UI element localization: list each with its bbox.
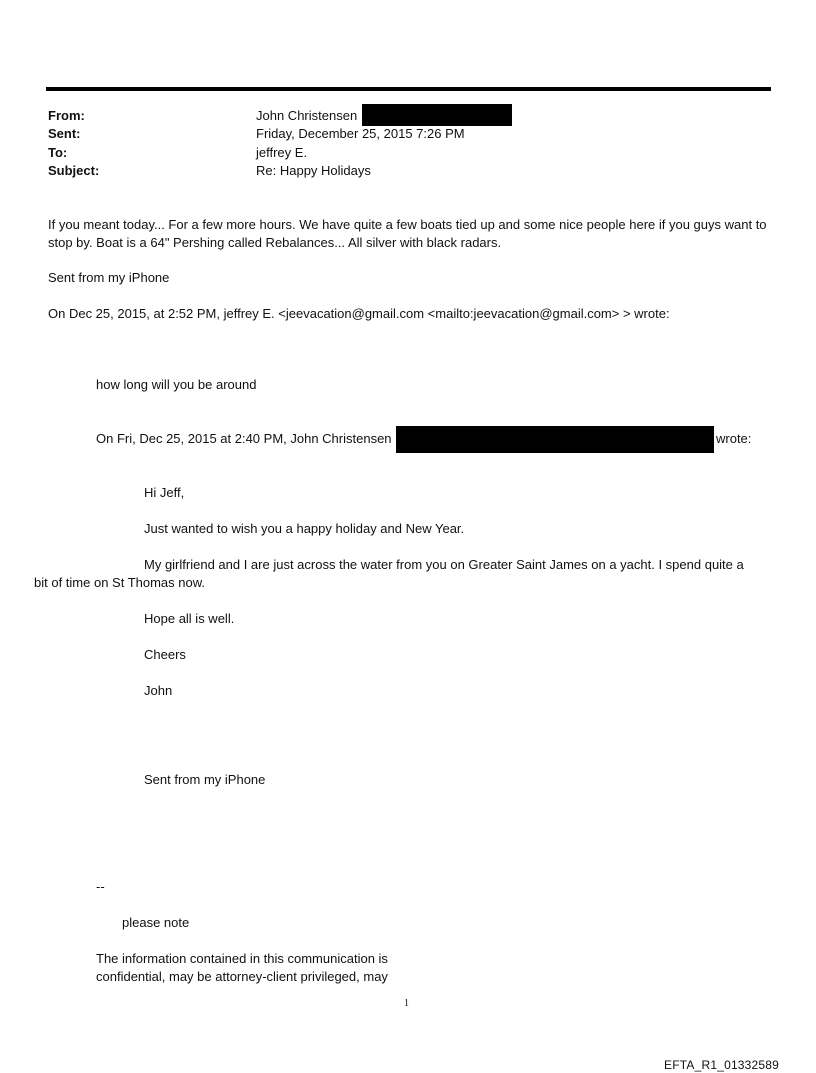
greeting: Hi Jeff, [144, 485, 185, 500]
subject-label: Subject: [48, 163, 100, 178]
quote-header-2-suffix: wrote: [716, 431, 752, 446]
signature: Sent from my iPhone [48, 270, 170, 285]
quote-header-1: On Dec 25, 2015, at 2:52 PM, jeffrey E. <jeevacation@gmail.com <mailto:jeevacation@gmail.com> > wrote: [48, 306, 670, 321]
sent-label: Sent: [48, 126, 81, 141]
quote-header-2-prefix: On Fri, Dec 25, 2015 at 2:40 PM, John Christensen [96, 431, 392, 446]
quote-1-text: how long will you be around [96, 377, 257, 392]
line-name: John [144, 683, 173, 698]
page-number: 1 [404, 998, 409, 1009]
line-wish: Just wanted to wish you a happy holiday and New Year. [144, 521, 465, 536]
disclaimer-line-1: The information contained in this communication is [96, 951, 388, 966]
header-rule [46, 87, 771, 91]
to-label: To: [48, 145, 68, 160]
disclaimer-line-2: confidential, may be attorney-client privileged, may [96, 969, 388, 984]
please-note: please note [122, 915, 190, 930]
from-label: From: [48, 108, 85, 123]
line-cheers: Cheers [144, 647, 186, 662]
redaction-from-email [362, 104, 512, 126]
from-value: John Christensen [256, 108, 358, 123]
to-value: jeffrey E. [256, 145, 308, 160]
reply-paragraph: If you meant today... For a few more hours. We have quite a few boats tied up and some nice people here if you guys want to stop by. Boat is a 64" Pershing called Rebalances... All silver with black radars. [48, 217, 767, 250]
separator: -- [96, 879, 105, 894]
line-hope: Hope all is well. [144, 611, 235, 626]
line-girlfriend: My girlfriend and I are just across the water from you on Greater Saint James on a yacht. I spend quite a [144, 557, 744, 572]
redaction-quote-email [396, 426, 714, 453]
line-girlfriend-cont: bit of time on St Thomas now. [34, 575, 206, 590]
sent-value: Friday, December 25, 2015 7:26 PM [256, 126, 465, 141]
signature-2: Sent from my iPhone [144, 772, 266, 787]
subject-value: Re: Happy Holidays [256, 163, 371, 178]
document-id: EFTA_R1_01332589 [664, 1058, 780, 1072]
